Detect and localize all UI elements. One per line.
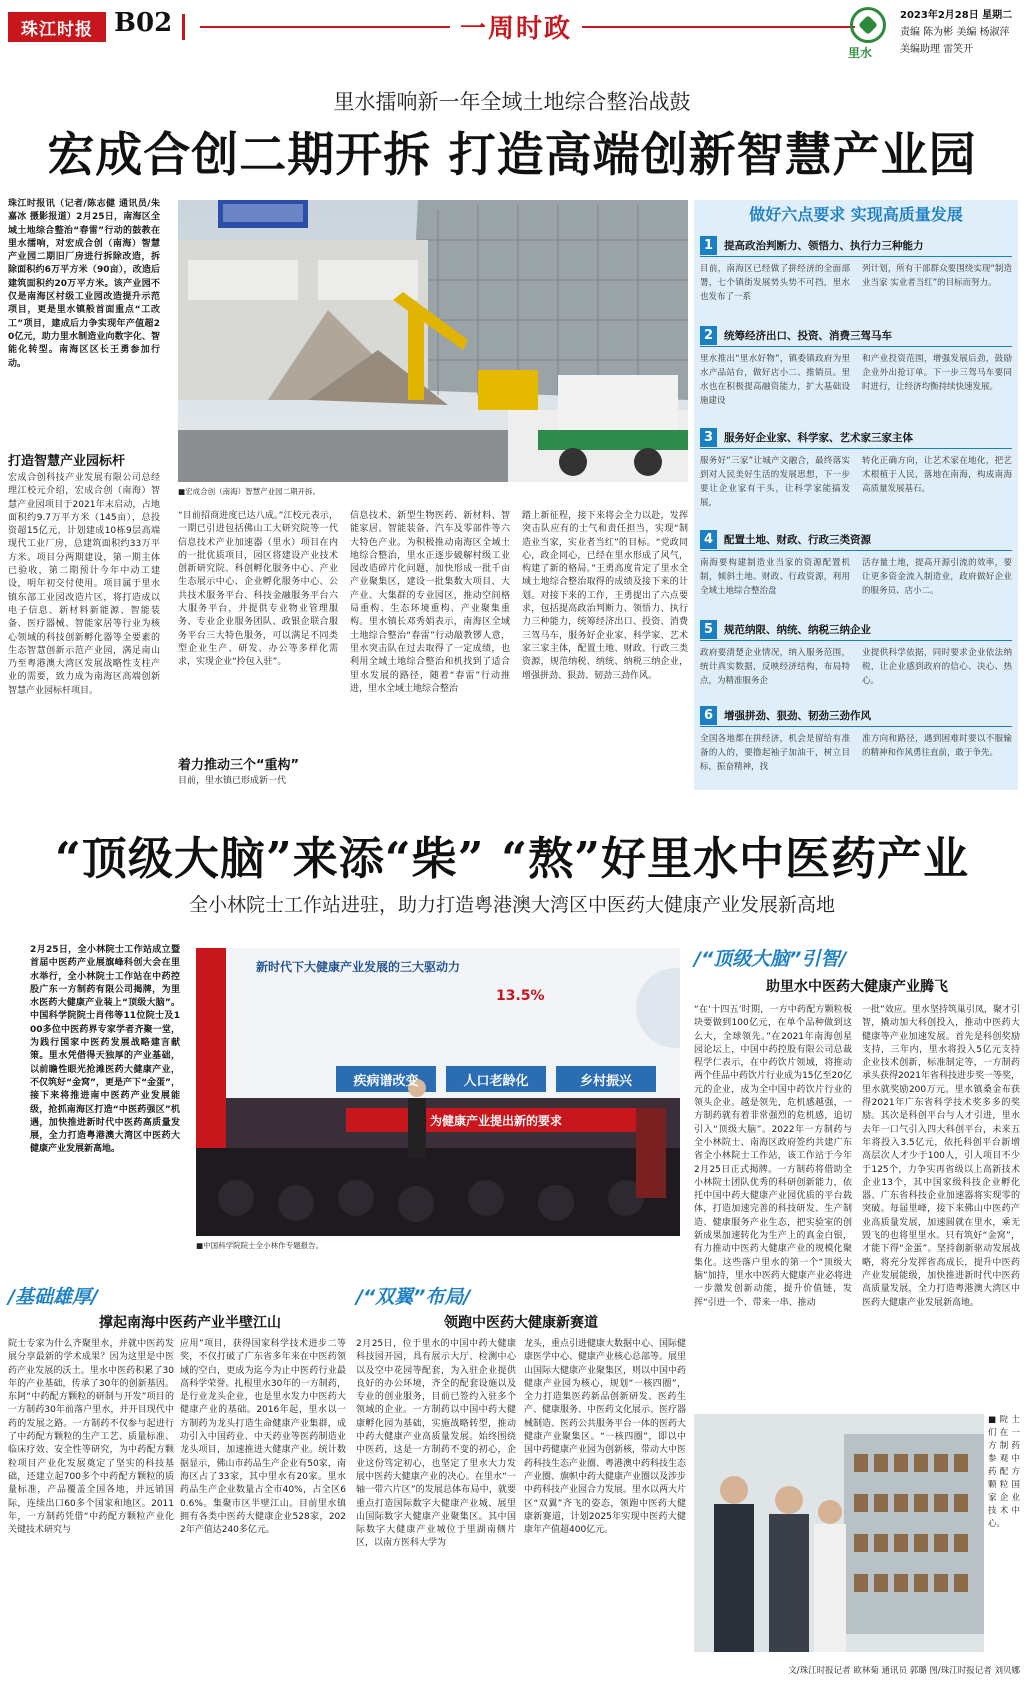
requirement-number: 2 (700, 326, 717, 345)
lishui-emblem-icon (850, 7, 886, 43)
article1-col3-body: 信息技术、新型生物医药、新材料、智能家居、智能装备、汽车及零部件等六大特色产业。为积极推动南海区全域土地综合整治，里水正逐步破解村级工业园改造碎片化问题，加快形成一批千亩产业聚集区，建设一批集数大项目、大产业、大集群的专业园区，推动空间格局重构、生态环境重构、产业聚集重构。里水镇长邓秀娟表示，南海区全域土地综合整治“春雷”行动敲教锣人意，里水突击队在过去取得了一定成绩，也利用全域土地综合整治和机找到了适合里水发展的路径，随着“春雷”行动推进，里水全域土地综合整治 (350, 511, 510, 694)
conference-illustration (196, 948, 680, 1236)
article2-headline: “顶级大脑”来添“柴” “熬”好里水中医药产业 (55, 832, 969, 885)
editors-line-2: 美编助理 雷笑开 (900, 44, 974, 55)
article1-col1-body: 宏成合创科技产业发展有限公司总经理江校元介绍，宏成合创（南海）智慧产业园项目于2021年末启动，占地面积约9.7万平方米（145亩），总投资超15亿元，计划建成10栋9层高端现代工业厂房，总建筑面积约33万平方米。项目分两期建设，第一期主体已验收，第二期预计今年中动工建设，明年初交付使用。项目属于里水镇东部工业园改造片区，将打造成以电子信息、新材料新能源、智能装备、医疗器械、智能家居等行业为核心领域的科技创新孵化器等全要素的生态智慧创新示范产业园，满足南山乃至粤港澳大湾区发展战略性支柱产业的需要，致力成为南海区高端创新智慧产业园标杆项目。 (8, 473, 160, 696)
article1-headline: 宏成合创二期开拆 打造高端创新智慧产业园 (47, 128, 977, 183)
requirement-number: 6 (700, 706, 717, 725)
demolition-illustration (178, 200, 688, 482)
requirement-2-right: 和产业投资范围，增强发展后劲，鼓励企业外出抢订单。下一步三驾马车要同时进行，让经济均衡持续快速发展。 (862, 354, 1012, 392)
section2-col2: 龙头，重点引进健康大数据中心、国际健康医学中心、健康产业核心总部等。展里山国际大健康产业聚集区，则以中国中药健康产业园为核心，规划“一核四圈”，全力打造集医药新品创新研发、医药生产、健康服务、中医药文化展示、医疗器械制造、医药公共服务平台一体的医药大健康产业聚集区。“一核四圈”，即以中国中药健康产业园为创新核，带动大中医药科技生态产业圈、粤港澳中药科技生态产业圈、旗帜中药大健康产业圈以及涉步中药科技产业园合力发展。里水以两大片区“双翼”齐飞的姿态，领跑中医药大健康新赛道，计划2025年实现中医药大健康年产值超400亿元。 (524, 1339, 686, 1536)
requirement-5-left: 政府要清楚企业情况，纳入服务范围，统计真实数据，反映经济结构，布局特点，为精准服务企 (700, 648, 850, 686)
requirement-label: 统筹经济出口、投资、消费三驾马车 (724, 330, 892, 342)
section1-slash-title: /基础雄厚/ (8, 1286, 98, 1308)
requirement-number: 3 (700, 428, 717, 447)
article1-col2-body: “目前招商进度已达八成。”江校元表示，一期已引进包括佛山工大研究院等一代信息技术产业加速器（里水）项目在内的一批优质项目，园区将建设产业技术创新研究院、科创孵化服务中心、产业生态展示中心、企业孵化服务中心、公共技术服务平台、科技金融服务平台六大服务平台，并提供专业物业管理服务、专业企业服务团队、政银企联合服务平台三大特色服务，可以满足不同类型企业生产、研发、办公等多样化需求，实现企业“拎包入驻”。 (178, 511, 338, 668)
requirement-2-header (700, 326, 1012, 347)
slide-stat: 13.5% (496, 988, 545, 1004)
requirement-5-right: 业提供科学依据，同时要求企业依法纳税，让企业感到政府的信心、决心、热心。 (862, 648, 1012, 686)
requirement-4-right: 活存量土地，提高开源引流的效率，要让更多资金流入制造业，政府做好企业的服务员、店小二。 (862, 558, 1012, 596)
requirement-label: 服务好企业家、科学家、艺术家三家主体 (724, 432, 913, 444)
article2-intro: 2月25日，全小林院士工作站成立暨首届中医药产业展旗峰科创大会在里水举行，全小林院士工作站在中药控股广东一方制药有限公司揭牌，为里水医药大健康产业装上“顶级大脑”。中国科学院院士肖伟等11位院士及100多位中医药界专家学者齐聚一堂，为践行国家中医药发展战略建言献策。里水凭借得天独厚的产业基础，以前瞻性眼光抢滩医药大健康产业，不仅筑好“金窝”，更是产下“金蛋”，接下来将推进南中医药产业发展能级，抢抓南海区打造“中医药强区”机遇，加快推进新时代中医药高质量发展，全力打造粤港澳大湾区中医药大健康产业发展新高地。 (30, 945, 180, 1155)
article1-kicker: 里水擂响新一年全域土地综合整治战鼓 (333, 90, 691, 114)
lab-visit-photo (694, 1414, 984, 1652)
requirement-5-header (700, 620, 1012, 641)
article1-col4-body: 踏上新征程，接下来将会全力以赴，发挥突击队应有的士气和责任担当，实现“制造业当家，实业者当红”的目标。“党政同心，政企同心，已经在里水形成了风气，构建了新的格局。”王勇高度肯定了里水全域土地综合整治取得的成绩及接下来的计划。对接下来的工作，王勇提出了六点要求，包括提高政治判断力、领悟力、执行力三种能力，统筹经济出口、投资、消费三驾马车，服务好企业家、科学家、艺术家三家主体，配置土地、财政、行政三类资源，规范纳税、纳统、纳税三纳企业，增强拼劲、狠劲、韧劲三劲作风。 (522, 511, 688, 681)
section2-col1: 2月25日，位于里水的中国中药大健康科技园开园，具有展示大厅、检测中心以及空中花园等配套，为入驻企业提供良好的办公环境，齐全的配套设施以及专业的创业服务，目前已签约入驻多个领域的企业。一方制药以中国中药大健康孵化园为基础，实施战略转型，推动中药大健康产业高质量发展。始终围绕中医药，这是一方制药不变的初心，企业这份笃定初心，也坚定了里水大力发展中医药大健康产业的决心。在里水“一轴一带六片区”的发展总体布局中，就要重点打造国际数字大健康产业城、展里山国际数字大健康产业聚集区。其中国际数字大健康产业城位于里湖南侧片区，以南方医科大学为 (356, 1339, 516, 1549)
slide-driver-3: 乡村振兴 (579, 1074, 632, 1089)
requirement-3-left: 服务好“三家”让城产文融合，最终落实到对人民美好生活的发展思想，下一步要让企业家有干头，让科学家能搞发展， (700, 456, 850, 508)
demolition-photo (178, 200, 688, 482)
editors-line-1: 责编 陈为彬 美编 杨淑萍 (900, 27, 1010, 38)
section1-title: 撑起南海中医药产业半壁江山 (99, 1315, 281, 1331)
section3-title: 助里水中医药大健康产业腾飞 (766, 979, 948, 995)
requirement-2-left: 里水推出“里水好物”，镇委镇政府为里水产品站台，做好店小二、推销员。里水也在积极提高融资能力，扩大基础设施建设 (700, 354, 850, 406)
demolition-photo-caption: ■宏成合创（南海）智慧产业园二期开拆。 (178, 487, 321, 496)
article2-subheadline: 全小林院士工作站进驻，助力打造粤港澳大湾区中医药大健康产业发展新高地 (188, 894, 835, 916)
requirement-label: 规范纳限、纳统、纳税三纳企业 (724, 624, 871, 636)
issue-date: 2023年2月28日 星期二 (900, 10, 1013, 21)
six-requirements-title: 做好六点要求 实现高质量发展 (749, 205, 963, 224)
article1-subhead-2: 着力推动三个“重构” (178, 758, 300, 773)
district-label: 里水 (848, 46, 873, 60)
requirement-3-right: 转化正确方向，让艺术家在地化，把艺术根植于人民，落地在南海，构成南海高质量发展基石。 (862, 456, 1012, 494)
section3-slash-title: /“顶级大脑”引智/ (694, 948, 847, 970)
paper-logo: 珠江时报 (8, 12, 106, 42)
section3-col1: “在‘十四五’时期，一方中药配方颗粒板块要做到100亿元，在单个品种做到这么大，全球领先。”在2021年南海创星园论坛上，中国中药控股有限公司总裁程学仁表示，在中药饮片领域，将推动两个佳品中药饮片行业成为15亿至20亿元的企业，成为全中国中药饮片行业的领头企业。越是领先，危机感越强，一方制药就有着非常强烈的危机感，追切引入“顶级大脑”。2022年一方制药与全小林院士、南海区政府签约共建广东省全小林院士工作站，该工作站于今年2月25日正式揭牌。一方制药将借助全小林院士团队优秀的科研创新能力，依托中国中药大健康产业园优质的平台载体，打造加速完善的科技研发、生产制造、健康服务产业生态，把实验室的创新成果加速转化为生产上的真金白银，有力推动中医药大健康产业的规模化聚集化。这些落户里水的第一个“顶级大脑”加持，里水中医药大健康产业必将进一步激发创新动能，提升价值链，发挥“引进一个、带来一串、推动 (694, 1005, 852, 1308)
section1-col2: 应用”项目，获得国家科学技术进步二等奖，不仅打破了广东省多年来在中医药领域的空白，更成为迄今为止中医药行业最高科学荣誉。扎根里水30年的一方制药，是行业龙头企业，也是里水发力中医药大健康产业的基础。2016年起，里水以一方制药为龙头打造生命健康产业集群，成功引入中国药业、中天药业等医药制造业龙头项目，加速推进大健康产业。统计数据显示，佛山市药品生产企业有50家，南海区占了33家，其中里水有20家。里水药品生产企业数量占全市40%，占全区60.6%。集聚市区半壁江山。目前里水镇拥有各类中医药大健康企业528家，2022年产值达240多亿元。 (180, 1339, 346, 1536)
article1-subhead-1: 打造智慧产业园标杆 (8, 454, 126, 469)
section-title: 一周时政 (450, 8, 582, 45)
requirement-4-left: 南海要构建制造业当家的资源配置机制，倾斜土地、财政、行政资源，利用全域土地综合整治盘 (700, 558, 850, 596)
requirement-label: 配置土地、财政、行政三类资源 (724, 534, 871, 546)
requirement-4-header (700, 530, 1012, 551)
section1-col1: 院士专家为什么齐聚里水，并就中医药发展分享最新的学术成果？因为这里是中医药产业发展的沃土。里水中医药积累了30年的产业基础，传承了30年的创新基因。东阿“中药配方颗粒的研制与开发”项目的一方制药30年前落户里水，并开目现代中药的发展之路。一方制药不仅参与起进行了中药配方颗粒的生产工艺、质量标准、临床疗效、安全性等研究，为中药配方颗粒项目产业化发展奠定了坚实的科技基础，还建立起700多个中药配方颗粒的质量标准，产品覆盖全国各地，并远销国际，连续出口60多个国家和地区。2011年，一方制药凭借“中药配方颗粒产业化关键技术研究与 (8, 1339, 174, 1536)
section3-col2: 一批”效应。里水坚持筑巢引凤，聚才引智，撬动加大科创投入，推动中医药大健康等产业加速发展。首先是科创奖励支持，三年内，里水将投入5亿元支持企业技术创新，标准制定等，一方制药承头获得2021年省科技进步奖一等奖，里水就奖励200万元。里水镇桑金布获得2021年广东省科学技术奖多多的奖励。其次是科创平台与人才引进，里水去年一口气引入四大科创平台，未来五年将投入3.5亿元，依托科创平台新增高层次人才少于100人，引人项目不少于125个，力争实再省级以上高新技术企业13个，其中国家级科技企业孵化器、广东省科技企业加速器将实现零的突破。每届里峰，接下来佛山中医药产业高质量发展，加速圆就在里水，乘无毁飞的也将里里水。只有筑好“金窝”，才能下得“金蛋”。坚持創新驱动发展战略，将充分发挥省高成长，提升中医药产业发展能级，加快推进新时代中医药高质量发展，全力打造粤港澳大湾区中医药大健康产业发展新高地。 (862, 1005, 1020, 1308)
article1-col2-tail: 目前，里水镇已形成新一代 (178, 776, 287, 786)
lab-visit-caption: ■院士们在一方制药参观中药配方颗粒国家企业技术中心。 (988, 1415, 1020, 1529)
requirement-6-right: 准方向和路径，遇到困难时要以不服输的精神和作风勇往直前，敢于争先。 (862, 734, 1012, 758)
conference-photo-caption: ■中国科学院院士全小林作专题报告。 (196, 1241, 324, 1250)
slide-driver-2: 人口老龄化 (463, 1074, 529, 1089)
requirement-3-header (700, 428, 1012, 449)
slide-driver-1: 疾病谱改变 (353, 1074, 419, 1089)
slide-title: 新时代下大健康产业发展的三大驱动力 (256, 960, 461, 974)
slide-banner: 为健康产业提出新的要求 (429, 1114, 562, 1128)
lab-visit-illustration (694, 1414, 984, 1652)
requirement-number: 5 (700, 620, 717, 639)
header-divider (182, 14, 185, 40)
section2-title: 领跑中医药大健康新赛道 (444, 1315, 598, 1331)
requirement-label: 提高政治判断力、领悟力、执行力三种能力 (724, 240, 924, 252)
requirement-1-right: 列计划，所有干部群众要围绕实现“制造业当家 实业者当红”的目标而努力。 (862, 264, 1012, 288)
requirement-number: 1 (700, 236, 717, 255)
article2-byline: 文/珠江时报记者 欧林菊 通讯员 郭璐 图/珠江时报记者 刘贝娜 (788, 1666, 1020, 1676)
requirement-6-header (700, 706, 1012, 727)
requirement-1-header (700, 236, 1012, 257)
page-number: B02 (114, 8, 173, 38)
article1-lead: 珠江时报讯（记者/陈志健 通讯员/朱嘉冰 摄影报道）2月25日，南海区全域土地综合整治“春雷”行动的鼓教在里水擂响，对宏成合创（南海）智慧产业园二期旧厂房进行拆除改造，拆除面积约6万平方米（90亩），改造后建筑面积约20万平方米。该产业园不仅是南海区村级工业园改造提升示范项目，更是里水镇般首面重点“工改工”项目，建成后力争实现年产值超20亿元，助力里水制造业向数字化、智能化转型。南海区区长王勇参加行动。 (8, 199, 160, 369)
requirement-6-left: 全国各地都在拼经济，机会是留给有准备的人的，要撸起袖子加油干，树立目标，振奋精神，找 (700, 734, 850, 772)
requirement-number: 4 (700, 530, 717, 549)
requirement-1-left: 目前，南海区已经做了拼经济的全面部署，七个镇街发展势头势不可挡，里水也发布了一系 (700, 264, 850, 302)
section2-slash-title: /“双翼”布局/ (356, 1286, 471, 1308)
conference-photo (196, 948, 680, 1236)
requirement-label: 增强拼劲、狠劲、韧劲三劲作风 (724, 710, 871, 722)
